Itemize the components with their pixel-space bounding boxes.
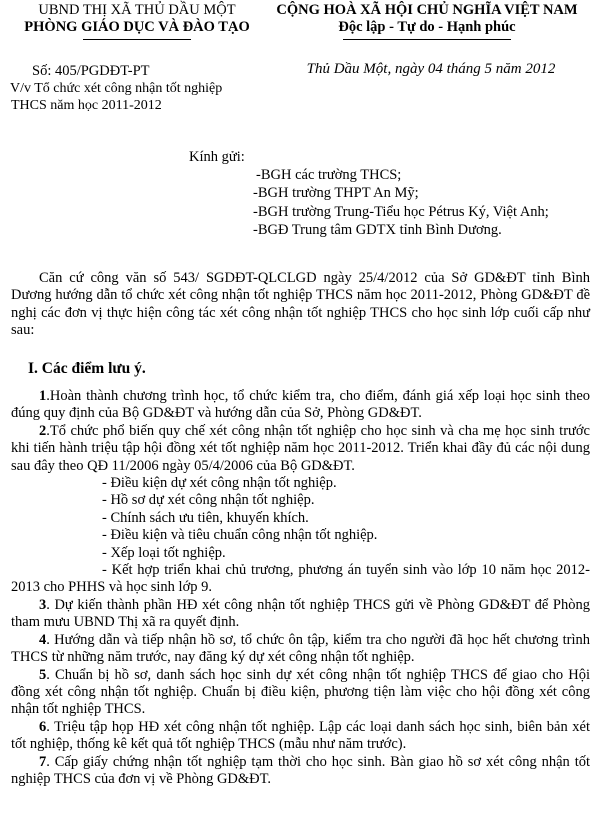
bullet-item: - Điều kiện và tiêu chuẩn công nhận tốt nghiệp. (102, 527, 378, 544)
bullet-item: - Xếp loại tốt nghiệp. (102, 544, 226, 561)
recipient-item: -BGH trường THPT An Mỹ; (253, 185, 419, 201)
motto: Độc lập - Tự do - Hạnh phúc (338, 19, 516, 35)
item-number: 5 (39, 666, 47, 683)
section-body (11, 388, 590, 788)
item-text: . Dự kiến thành phần HĐ xét công nhận tốt nghiệp THCS gửi về Phòng GD&ĐT để Phòng tham mưu UBND Thị xã ra quyết định. (11, 596, 590, 631)
country-name: CỘNG HOÀ XÃ HỘI CHỦ NGHĨA VIỆT NAM (276, 2, 578, 18)
place-date: Thủ Dầu Một, ngày 04 tháng 5 năm 2012 (306, 61, 556, 77)
item-number: 2 (39, 422, 47, 439)
item-text: . Chuẩn bị hồ sơ, danh sách học sinh dự xét công nhận tốt nghiệp THCS để giao cho Hội đồng xét công nhận tốt nghiệp. Chuẩn bị điều kiện, phương tiện làm việc cho hội đồng xét công nhận tốt nghiệp THCS. (11, 666, 590, 718)
item-number: 1 (39, 388, 47, 404)
section-title: I. Các điểm lưu ý. (28, 360, 146, 377)
issuing-agency-block (12, 2, 262, 40)
item-2 (11, 423, 590, 475)
item-1 (11, 388, 590, 423)
item-4 (11, 632, 590, 667)
item-number: 7 (39, 753, 47, 770)
kinh-gui-label: Kính gửi: (189, 149, 245, 165)
item-number: 4 (39, 631, 47, 648)
national-motto-block (262, 2, 592, 40)
intro-paragraph (11, 270, 590, 340)
item-number: 3 (39, 596, 47, 613)
recipient-item: -BGH các trường THCS; (256, 167, 402, 183)
bullet-item: - Chính sách ưu tiên, khuyến khích. (102, 509, 309, 526)
recipient-item: -BGĐ Trung tâm GDTX tỉnh Bình Dương. (253, 222, 502, 238)
item-text: .Hoàn thành chương trình học, tổ chức kiểm tra, cho điểm, đánh giá xếp loại học sinh theo đúng quy định của Bộ GD&ĐT và hướng dẫn của Sở, Phòng GD&ĐT. (11, 388, 590, 422)
intro-text: Căn cứ công văn số 543/ SGDĐT-QLCLGD ngày 25/4/2012 của Sở GD&ĐT tỉnh Bình Dương hướng dẫn tổ chức xét công nhận tốt nghiệp THCS năm học 2011-2012, Phòng GD&ĐT đề nghị các đơn vị thực hiện công tác xét công nhận tốt nghiệp THCS cho học sinh lớp cuối cấp như sau: (11, 270, 590, 339)
document-subject (10, 80, 260, 114)
item-5 (11, 667, 590, 719)
item-text: . Cấp giấy chứng nhận tốt nghiệp tạm thời cho học sinh. Bàn giao hồ sơ xét công nhận tốt nghiệp THCS của đơn vị về Phòng GD&ĐT. (11, 753, 590, 787)
agency-underline (83, 39, 191, 40)
bullet-item: - Kết hợp triển khai chủ trương, phương án tuyển sinh vào lớp 10 năm học 2012-2013 cho PHHS và học sinh lớp 9. (11, 562, 590, 596)
bullet-item: - Hồ sơ dự xét công nhận tốt nghiệp. (102, 492, 315, 509)
item-text: . Hướng dẫn và tiếp nhận hồ sơ, tổ chức ôn tập, kiểm tra cho người đã học hết chương trình THCS từ những năm trước, nay đăng ký dự xét công nhận tốt nghiệp. (11, 631, 590, 666)
motto-underline (343, 39, 511, 40)
item-6 (11, 719, 590, 754)
item-number: 6 (39, 718, 47, 735)
subject-line-2: THCS năm học 2011-2012 (11, 98, 162, 113)
item-3 (11, 597, 590, 632)
agency-name: PHÒNG GIÁO DỤC VÀ ĐÀO TẠO (24, 19, 250, 35)
bullet-item: - Điều kiện dự xét công nhận tốt nghiệp. (102, 475, 337, 492)
item-text: . Triệu tập họp HĐ xét công nhận tốt nghiệp. Lập các loại danh sách học sinh, biên bản xét tốt nghiệp, thống kê kết quả tốt nghiệp THCS (mẫu như năm trước). (11, 718, 590, 753)
recipient-item: -BGH trường Trung-Tiểu học Pétrus Ký, Việt Anh; (253, 204, 549, 220)
item-7 (11, 754, 590, 789)
subject-line-1: V/v Tổ chức xét công nhận tốt nghiệp (10, 81, 223, 96)
item-text: .Tổ chức phổ biến quy chế xét công nhận tốt nghiệp cho học sinh và cha mẹ học sinh trước khi tiến hành triệu tập hội đồng xét tốt nghiệp năm học 2011-2012. Triển khai đầy đủ các nội dung sau đây theo QĐ 11/2006 ngày 05/4/2006 của Bộ GD&ĐT. (11, 422, 590, 474)
document-number: Số: 405/PGDĐT-PT (32, 63, 150, 79)
agency-parent: UBND THỊ XÃ THỦ DẦU MỘT (38, 2, 236, 18)
